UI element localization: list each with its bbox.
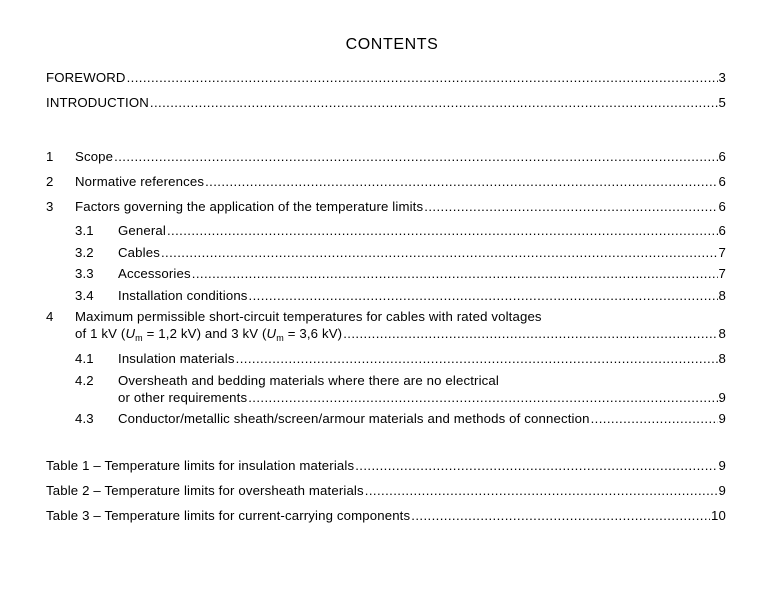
toc-entry-section-4-2[interactable]	[118, 390, 726, 406]
toc-entry-label: INTRODUCTION	[46, 95, 149, 110]
toc-entry-label: FOREWORD	[46, 70, 126, 85]
leader-dots	[343, 326, 717, 342]
toc-entry-label: Insulation materials	[118, 351, 235, 366]
toc-entry-label: Cables	[118, 245, 160, 260]
toc-page-number: 5	[718, 95, 726, 110]
toc-entry-section-3-4[interactable]	[75, 288, 726, 304]
toc-page-number: 7	[718, 266, 726, 281]
toc-section-number: 4	[46, 309, 54, 324]
toc-entry-label: Conductor/metallic sheath/screen/armour materials and methods of connection	[118, 411, 590, 426]
leader-dots	[248, 390, 717, 406]
toc-entry-section-3-1[interactable]	[75, 223, 726, 239]
leader-dots	[249, 288, 718, 304]
toc-page-number: 6	[718, 223, 726, 238]
toc-page-number: 9	[718, 458, 726, 473]
toc-entry-label: Table 3 – Temperature limits for current-carrying components	[46, 508, 411, 523]
toc-entry-table-1[interactable]	[46, 458, 726, 474]
leader-dots	[161, 245, 718, 261]
leader-dots	[424, 199, 717, 215]
toc-entry-label: Scope	[75, 149, 114, 164]
toc-section-number: 3.2	[75, 245, 94, 260]
leader-dots	[355, 458, 717, 474]
toc-entry-label-continued: of 1 kV ($U_m = 1,2$ kV) and 3 kV ($U_m = 3,6$ kV)	[75, 326, 343, 343]
toc-entry-section-1[interactable]	[46, 149, 726, 165]
toc-entry-label: Normative references	[75, 174, 205, 189]
toc-entry-label-continued: or other requirements	[118, 390, 248, 405]
toc-entry-section-4[interactable]	[75, 326, 726, 342]
toc-entry-table-3[interactable]	[46, 508, 726, 524]
leader-dots	[127, 70, 718, 86]
toc-entry-section-4-3[interactable]	[75, 411, 726, 427]
toc-page-number: 6	[718, 174, 726, 189]
toc-page-number: 10	[711, 508, 726, 523]
toc-section-number: 3.1	[75, 223, 94, 238]
toc-page-number: 6	[718, 149, 726, 164]
toc-section-number: 4.3	[75, 411, 94, 426]
toc-entry-label: Table 2 – Temperature limits for oversheath materials	[46, 483, 364, 498]
leader-dots	[167, 223, 718, 239]
toc-section-number: 3	[46, 199, 54, 214]
toc-section-number: 4.2	[75, 373, 94, 388]
toc-page-number: 7	[718, 245, 726, 260]
toc-section-number: 1	[46, 149, 54, 164]
toc-section-number: 3.3	[75, 266, 94, 281]
toc-entry-section-4-line1[interactable]	[46, 309, 542, 325]
leader-dots	[411, 508, 710, 524]
toc-section-number: 3.4	[75, 288, 94, 303]
leader-dots	[205, 174, 717, 190]
leader-dots	[236, 351, 718, 367]
leader-dots	[365, 483, 718, 499]
leader-dots	[150, 95, 718, 111]
toc-entry-section-3-3[interactable]	[75, 266, 726, 282]
toc-page-number: 8	[718, 288, 726, 303]
toc-page-number: 3	[718, 70, 726, 85]
toc-page-number: 8	[718, 326, 726, 341]
toc-page-number: 9	[718, 390, 726, 405]
toc-page-number: 9	[718, 483, 726, 498]
toc-entry-label: General	[118, 223, 166, 238]
toc-section-number: 4.1	[75, 351, 94, 366]
toc-entry-section-3[interactable]	[46, 199, 726, 215]
page-title: CONTENTS	[345, 36, 439, 53]
leader-dots	[591, 411, 718, 427]
toc-entry-label: Accessories	[118, 266, 191, 281]
toc-page-number: 6	[718, 199, 726, 214]
toc-section-number: 2	[46, 174, 54, 189]
leader-dots	[192, 266, 718, 282]
toc-entry-section-2[interactable]	[46, 174, 726, 190]
toc-entry-section-3-2[interactable]	[75, 245, 726, 261]
toc-entry-label: Installation conditions	[118, 288, 248, 303]
leader-dots	[114, 149, 717, 165]
toc-entry-table-2[interactable]	[46, 483, 726, 499]
toc-entry-label: Maximum permissible short-circuit temperatures for cables with rated voltages	[75, 309, 542, 324]
toc-page-number: 9	[718, 411, 726, 426]
toc-entry-label: Table 1 – Temperature limits for insulation materials	[46, 458, 355, 473]
toc-entry-section-4-1[interactable]	[75, 351, 726, 367]
toc-page-number: 8	[718, 351, 726, 366]
toc-entry-section-4-2-line1[interactable]	[75, 373, 499, 389]
toc-entry-foreword[interactable]	[46, 70, 726, 86]
toc-entry-introduction[interactable]	[46, 95, 726, 111]
toc-entry-label: Factors governing the application of the temperature limits	[75, 199, 424, 214]
toc-entry-label: Oversheath and bedding materials where there are no electrical	[118, 373, 499, 388]
